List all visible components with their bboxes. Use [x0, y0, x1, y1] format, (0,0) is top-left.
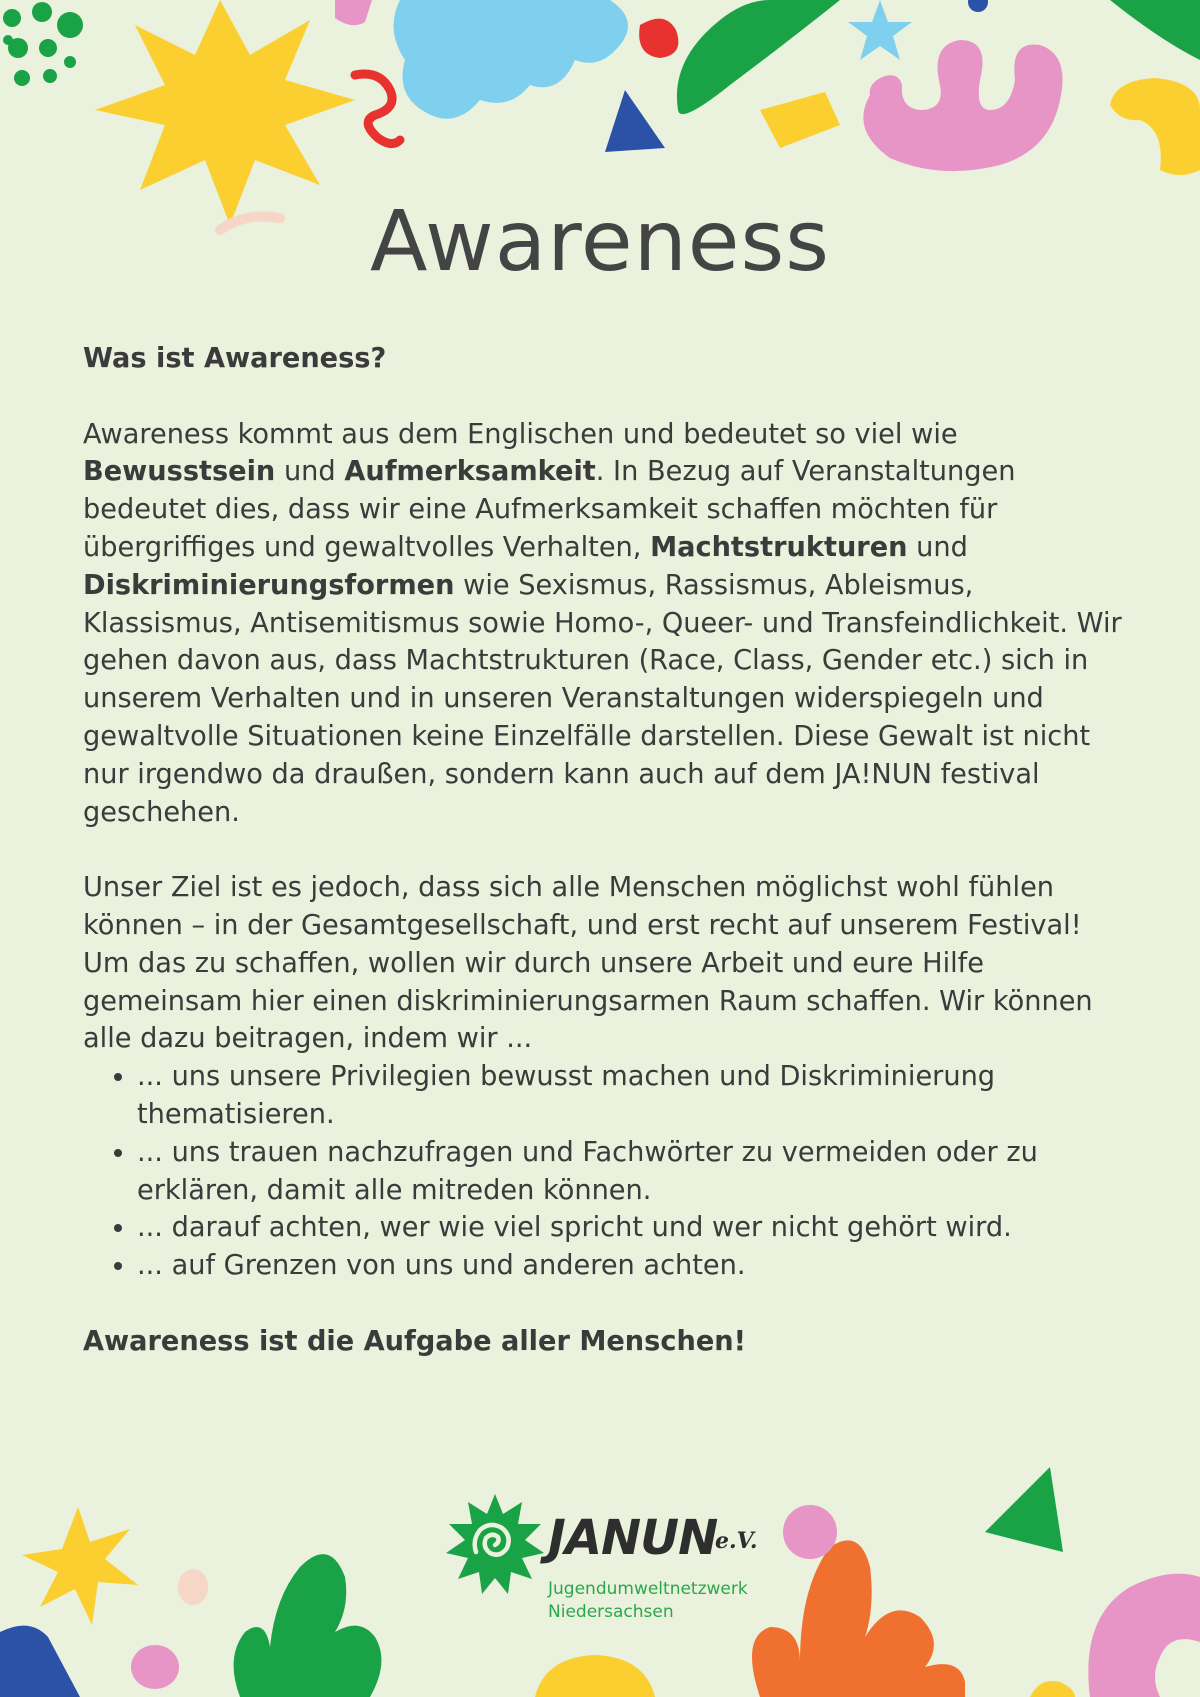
blue-blob-decoration [394, 0, 628, 119]
logo-subtitle [548, 1578, 748, 1624]
goal-paragraph: Unser Ziel ist es jedoch, dass sich alle Menschen möglichst wohl fühlen können – in der Gesamtgesellschaft, und erst recht auf unserem Festival! Um das zu schaffen, wollen wir durch unsere Arbeit und eure Hilfe gemeinsam hier einen diskriminierungsarmen Raum schaffen. Wir können alle dazu beitragen, indem wir ... [83, 872, 1093, 1055]
bold-term: Diskriminierungsformen [83, 569, 455, 601]
pink-shape-decoration [335, 0, 372, 25]
pink-circle-decoration [783, 1505, 837, 1559]
text-span: wie Sexismus, Rassismus, Ableismus, Klassismus, Antisemitismus sowie Homo-, Queer- und Transfeindlichkeit. Wir gehen davon aus, dass Machtstrukturen (Race, Class, Gender etc.) sich in unserem Verhalten und in unseren Veranstaltungen widerspiegeln und gewaltvolle Situationen keine Einzelfälle darstellen. Diese Gewalt ist nicht nur irgendwo da draußen, sondern kann auch auf dem JA!NUN festival geschehen. [83, 569, 1122, 828]
red-squiggle-decoration [355, 74, 400, 144]
blue-star-decoration [848, 0, 912, 60]
orange-coral-decoration [752, 1540, 965, 1697]
bold-term: Bewusstsein [83, 456, 276, 488]
janun-logo [440, 1490, 780, 1630]
text-span: Awareness kommt aus dem Englischen und bedeutet so viel wie [83, 418, 958, 450]
text-span: und [907, 531, 968, 563]
text-span: und [275, 456, 345, 488]
logo-subtitle-line: Niedersachsen [548, 1602, 674, 1622]
intro-paragraph [83, 416, 1133, 832]
red-blob-decoration [639, 19, 678, 58]
yellow-star-decoration [22, 1507, 138, 1625]
bold-term: Machtstrukturen [650, 531, 908, 563]
green-coral-decoration [234, 1554, 382, 1697]
logo-name: JANUN [548, 1510, 718, 1566]
text-span: . In Bezug auf Veranstaltungen bedeutet dies, dass wir eine Aufmerksamkeit schaffen möchten für übergriffiges und gewaltvolles Verhalten, [83, 456, 1016, 563]
logo-subtitle-line: Jugendumweltnetzwerk [548, 1579, 748, 1599]
navy-triangle-decoration [605, 90, 665, 152]
list-item: • ... darauf achten, wer wie viel spricht und wer nicht gehört wird. [137, 1209, 1133, 1247]
yellow-bar-decoration [760, 92, 840, 148]
bold-term: Aufmerksamkeit [344, 456, 596, 488]
page-title: Awareness [369, 192, 831, 290]
green-corner-decoration [1110, 0, 1200, 60]
yellow-shape-decoration [1030, 1681, 1075, 1697]
navy-dot-decoration [968, 0, 988, 12]
peach-blob-decoration [178, 1569, 208, 1605]
contribution-list [83, 1058, 1133, 1285]
yellow-arc-decoration [535, 1655, 655, 1697]
list-item: • ... uns trauen nachzufragen und Fachwörter zu vermeiden oder zu erklären, damit alle mitreden können. [137, 1134, 1133, 1210]
pink-coral-decoration [863, 40, 1062, 171]
section-heading: Was ist Awareness? [83, 343, 387, 374]
pink-arc-decoration [1088, 1574, 1200, 1697]
main-content [83, 340, 1133, 1361]
list-item: • ... uns unsere Privilegien bewusst machen und Diskriminierung thematisieren. [137, 1058, 1133, 1134]
green-triangle-decoration [985, 1467, 1063, 1552]
navy-triangle-decoration [0, 1626, 80, 1697]
green-dots-decoration [3, 2, 83, 86]
logo-suffix: e.V. [715, 1528, 758, 1554]
sun-spiral-logo-icon [440, 1490, 550, 1600]
list-item: • ... auf Grenzen von uns und anderen achten. [137, 1247, 1133, 1285]
pink-blob-decoration [131, 1645, 179, 1689]
yellow-arc-decoration [1110, 78, 1200, 175]
closing-statement: Awareness ist die Aufgabe aller Menschen! [83, 1325, 747, 1357]
